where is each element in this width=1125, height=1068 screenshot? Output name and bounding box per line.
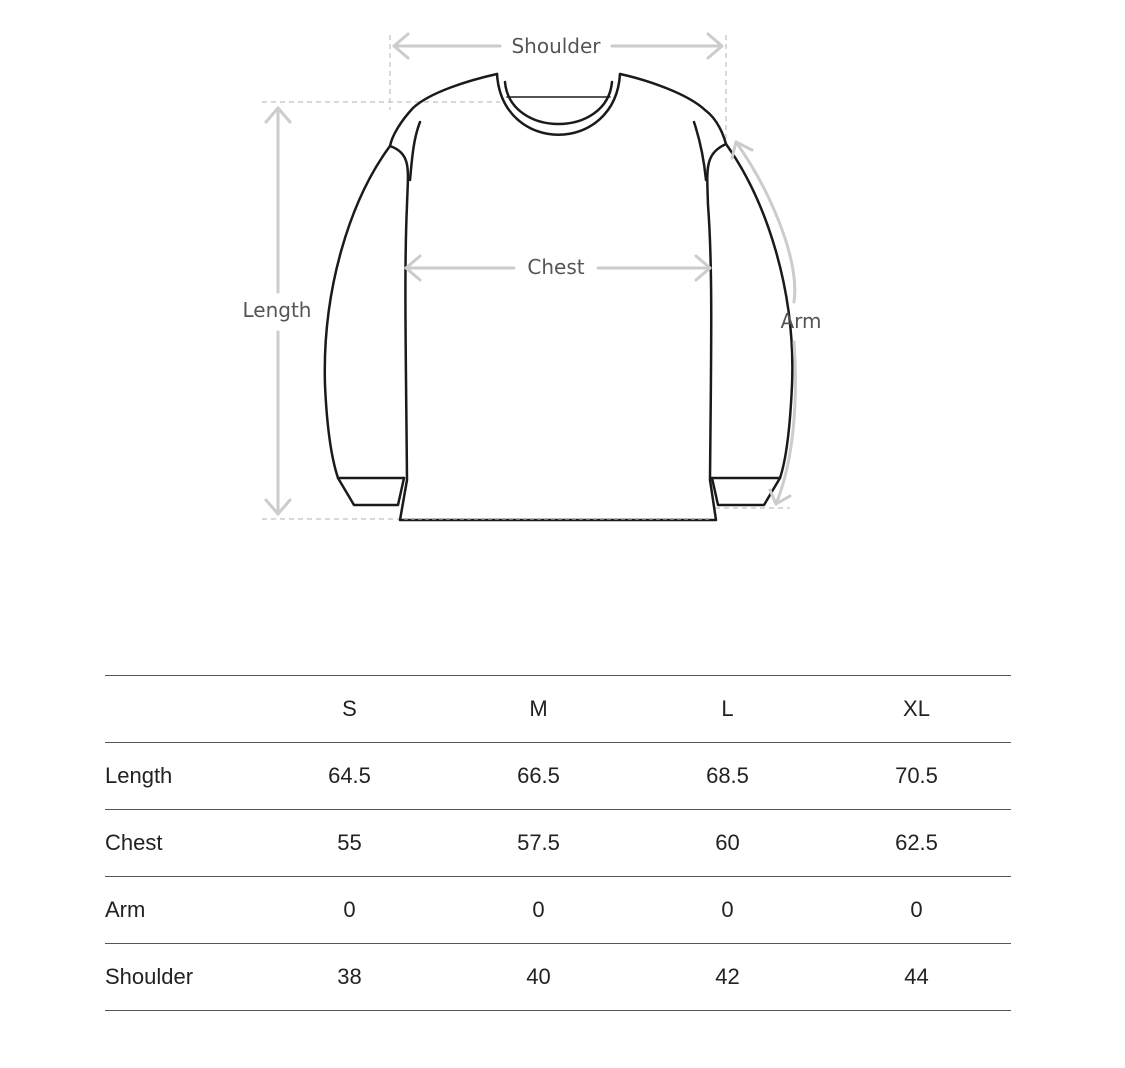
table-cell: 57.5 — [444, 810, 633, 877]
table-cell: 0 — [444, 877, 633, 944]
table-row — [105, 877, 1011, 944]
row-label-arm: Arm — [105, 877, 255, 944]
table-cell: 0 — [633, 877, 822, 944]
table-row — [105, 944, 1011, 1011]
size-header-row — [105, 676, 1011, 743]
row-label-chest: Chest — [105, 810, 255, 877]
size-header-m: M — [444, 676, 633, 743]
size-header-l: L — [633, 676, 822, 743]
table-row — [105, 810, 1011, 877]
table-cell: 70.5 — [822, 743, 1011, 810]
sweatshirt-outline — [325, 74, 793, 520]
table-cell: 60 — [633, 810, 822, 877]
table-cell: 44 — [822, 944, 1011, 1011]
table-row — [105, 743, 1011, 810]
shoulder-label: Shoulder — [511, 34, 601, 58]
size-table — [105, 675, 1011, 1011]
table-cell: 66.5 — [444, 743, 633, 810]
table-cell: 62.5 — [822, 810, 1011, 877]
size-header-xl: XL — [822, 676, 1011, 743]
table-cell: 64.5 — [255, 743, 444, 810]
table-cell: 40 — [444, 944, 633, 1011]
table-cell: 0 — [822, 877, 1011, 944]
table-cell: 38 — [255, 944, 444, 1011]
length-label: Length — [242, 298, 312, 322]
row-label-shoulder: Shoulder — [105, 944, 255, 1011]
arm-label: Arm — [780, 309, 822, 333]
table-cell: 0 — [255, 877, 444, 944]
row-label-length: Length — [105, 743, 255, 810]
size-header-s: S — [255, 676, 444, 743]
chest-label: Chest — [527, 255, 585, 279]
table-cell: 42 — [633, 944, 822, 1011]
header-empty-cell — [105, 676, 255, 743]
table-cell: 68.5 — [633, 743, 822, 810]
table-cell: 55 — [255, 810, 444, 877]
